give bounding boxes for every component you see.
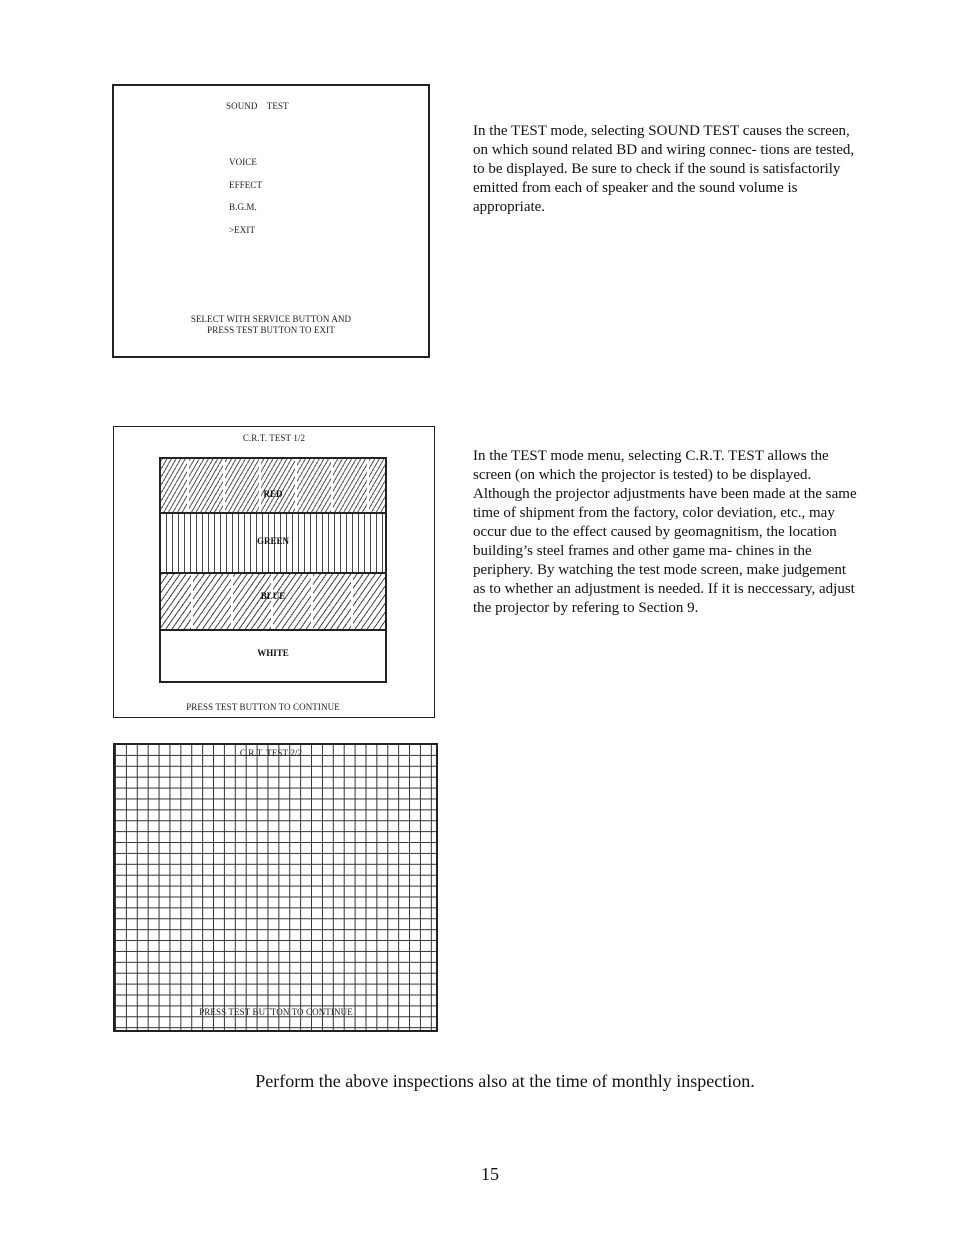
menu-item-exit: >EXIT [229, 225, 256, 235]
monthly-inspection-note: Perform the above inspections also at the time of monthly inspection. [255, 1071, 755, 1091]
color-bar-red [161, 459, 385, 514]
sound-test-screen [112, 84, 430, 358]
color-bar-green-label: GREEN [256, 536, 289, 546]
color-bar-red-label: RED [263, 489, 283, 499]
sound-test-title: SOUND TEST [226, 101, 289, 111]
menu-item-voice: VOICE [229, 157, 257, 167]
crt-test-description: In the TEST mode menu, selecting C.R.T. TEST allows the screen (on which the projector is tested) to be displayed. Although the projector adjustments have been made at the same time of shipment from the factory, color deviation, etc., may occur due to the effect caused by geomagnitism, the location building’s steel frames and other game ma- chines in the periphery. By watching the test mode screen, make judgement as to whether an adjustment is needed. If it is neccessary, adjust the projector by refering to Section 9. [473, 448, 857, 616]
crt-test-1-title: C.R.T. TEST 1/2 [242, 433, 306, 443]
menu-item-bgm: B.G.M. [229, 202, 257, 212]
color-bar-green [161, 514, 385, 574]
color-bar-white-label: WHITE [257, 648, 289, 658]
crt-test-2-title: C.R.T. TEST 2/2 [239, 748, 303, 758]
sound-test-description: In the TEST mode, selecting SOUND TEST causes the screen, on which sound related BD and wiring connec- tions are tested, to be displayed. Be sure to check if the sound is satisfactorily emitted from each of speaker and the sound volume is appropriate. [473, 123, 855, 215]
color-bar-blue [161, 574, 385, 631]
color-bars [159, 457, 387, 683]
sound-footer-line-1: SELECT WITH SERVICE BUTTON AND [190, 314, 352, 324]
page-number: 15 [481, 1164, 499, 1184]
sound-footer-line-2: PRESS TEST BUTTON TO EXIT [207, 325, 335, 335]
sound-test-footer [114, 314, 428, 336]
color-bar-blue-label: BLUE [260, 591, 286, 601]
menu-item-effect: EFFECT [229, 180, 263, 190]
crt-test-2-grid-screen [113, 743, 438, 1032]
crt-test-2-footer: PRESS TEST BUTTON TO CONTINUE [199, 1007, 353, 1017]
crt-test-1-screen [113, 426, 435, 718]
crt-test-1-footer: PRESS TEST BUTTON TO CONTINUE [186, 702, 340, 712]
color-bar-white [161, 631, 385, 681]
